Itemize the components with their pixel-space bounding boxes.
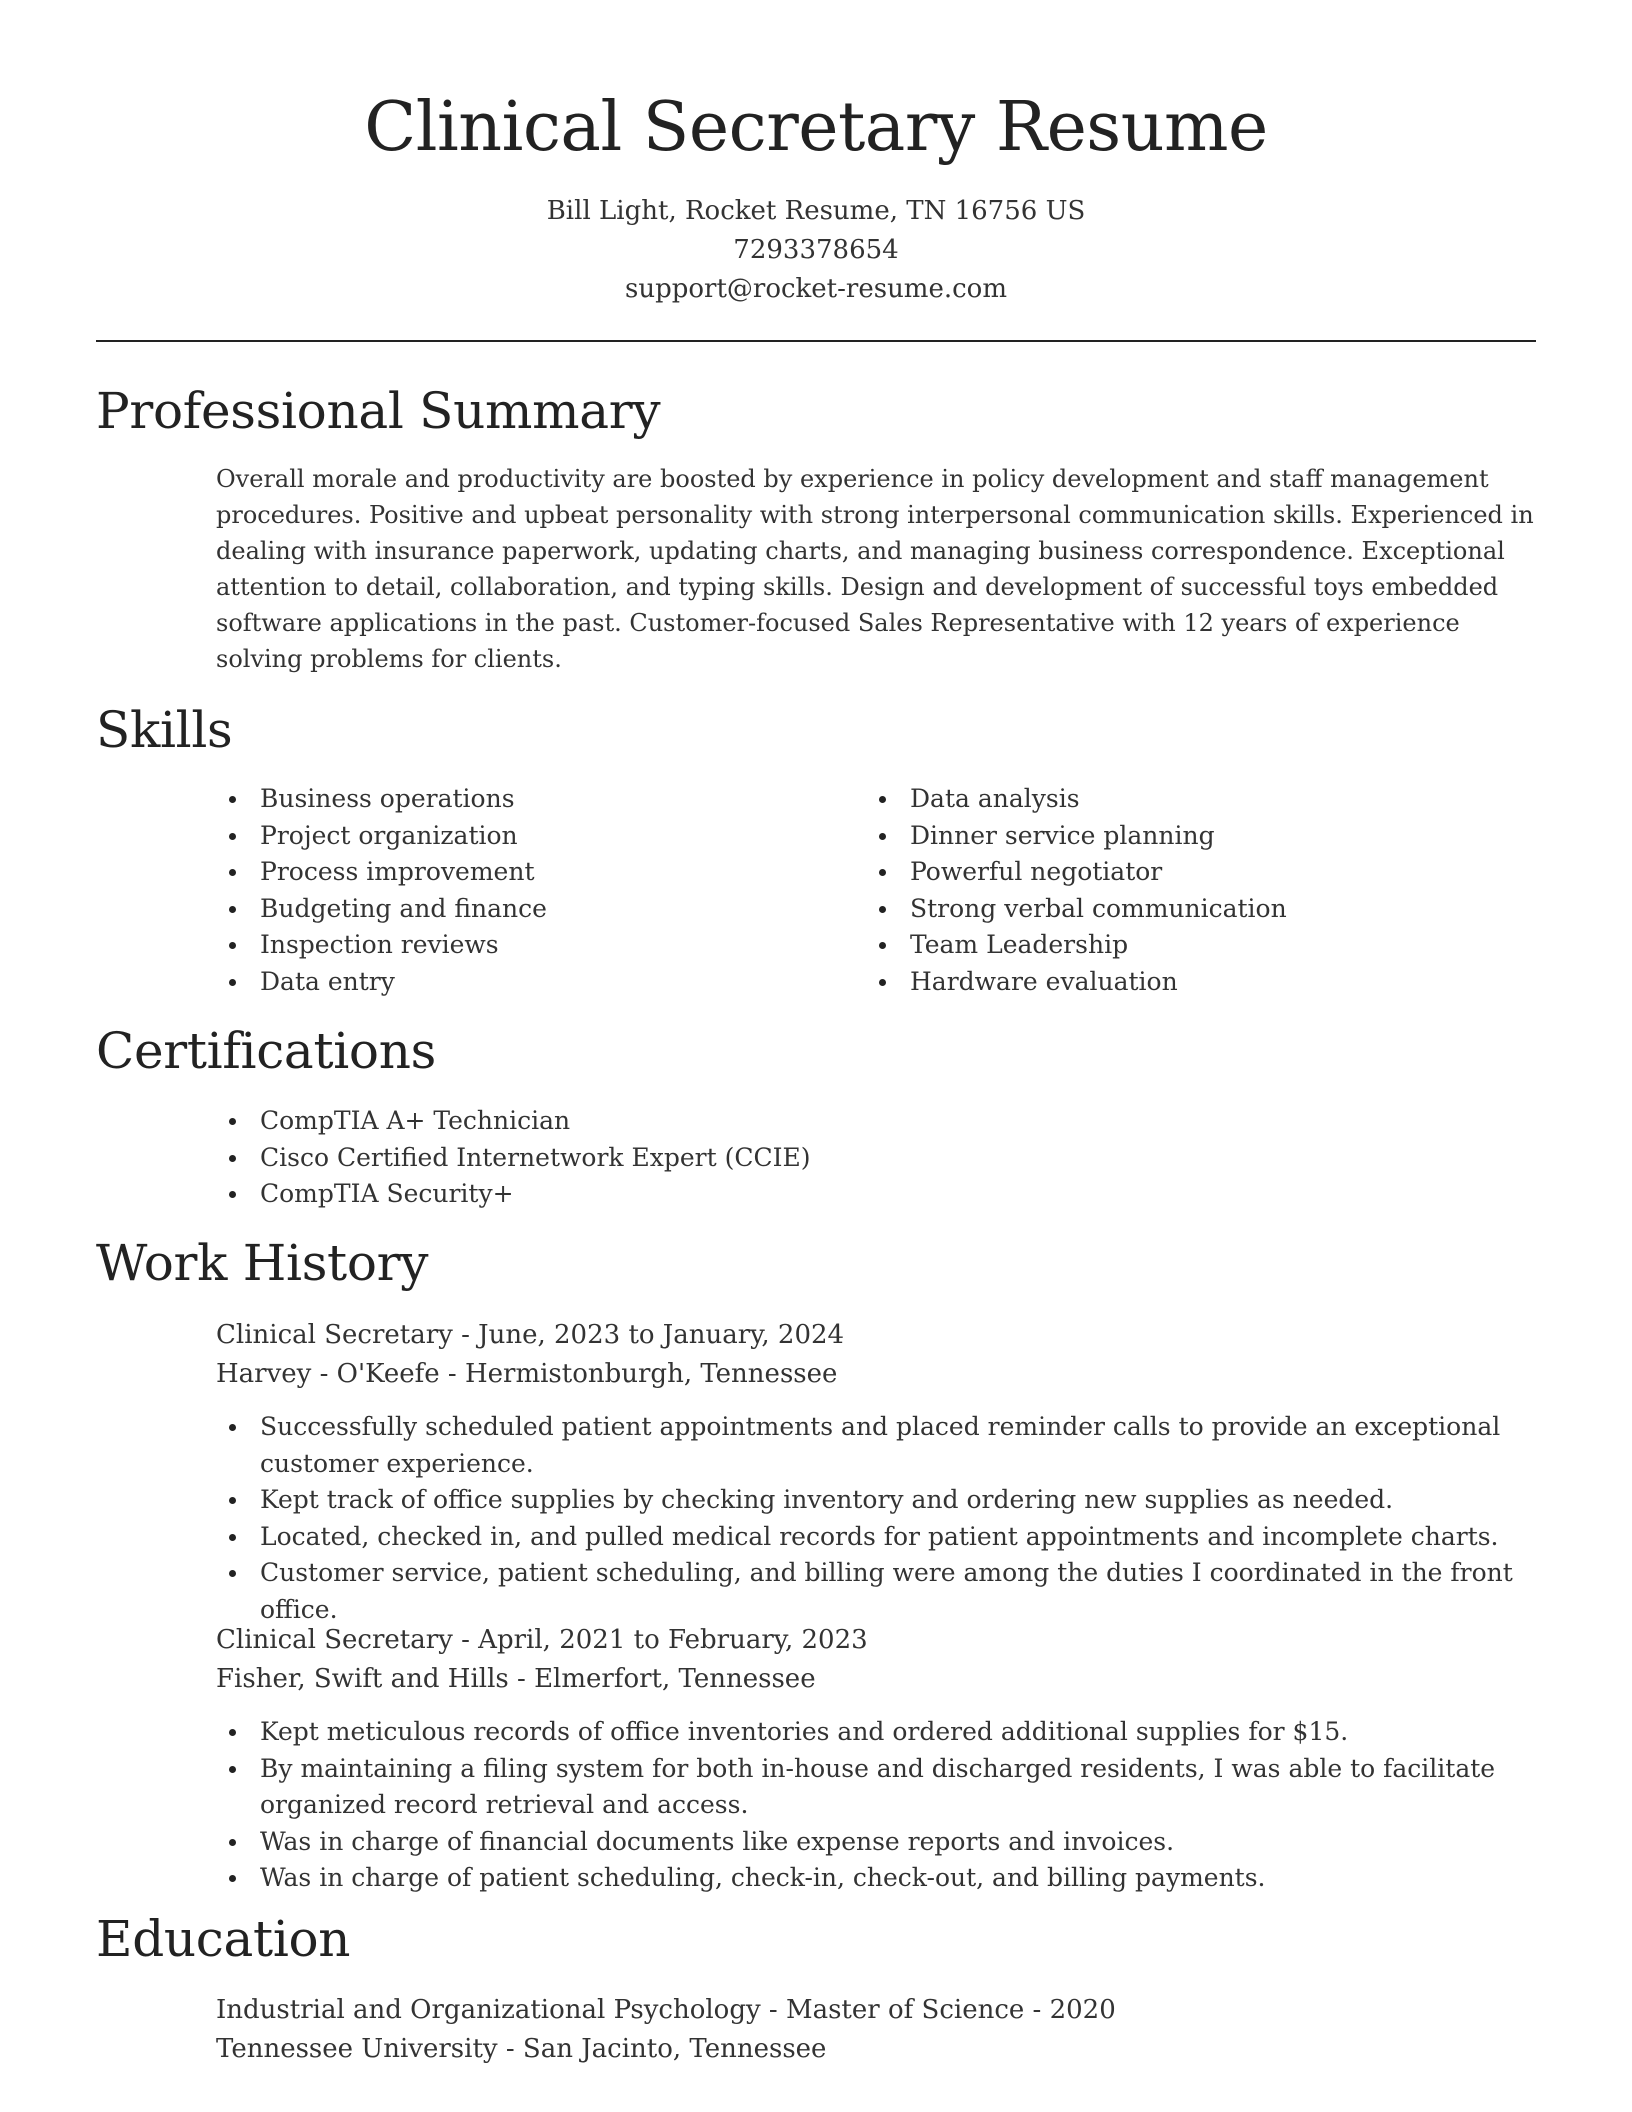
education-entry <box>216 1991 1116 2069</box>
list-item: Data entry <box>216 964 816 1001</box>
list-item: Budgeting and finance <box>216 891 816 928</box>
certifications-heading: Certifications <box>96 1022 436 1080</box>
skills-list-left <box>216 781 816 1000</box>
list-item: Team Leadership <box>866 927 1526 964</box>
job-2-bullets <box>216 1714 1544 1897</box>
list-item: By maintaining a filing system for both in-house and discharged residents, I was able to facilitate organized record retrieval and access. <box>216 1751 1544 1824</box>
summary-text: Overall morale and productivity are boosted by experience in policy development and staff management procedures. Positive and upbeat personality with strong interpersonal communication skills. Experienced in dealing with insurance paperwork, updating charts, and managing business correspondence. Exceptional attention to detail, collaboration, and typing skills. Design and development of successful toys embedded software applications in the past. Customer-focused Sales Representative with 12 years of experience solving problems for clients. <box>216 465 1534 673</box>
resume-header <box>96 84 1536 309</box>
list-item: Dinner service planning <box>866 818 1526 855</box>
list-item: Kept track of office supplies by checking inventory and ordering new supplies as needed. <box>216 1482 1544 1519</box>
job-company-line: Harvey - O'Keefe - Hermistonburgh, Tennessee <box>216 1359 838 1389</box>
contact-phone: 7293378654 <box>733 235 899 265</box>
contact-email: support@rocket-resume.com <box>624 274 1007 304</box>
job-title-line: Clinical Secretary - June, 2023 to January, 2024 <box>216 1320 845 1350</box>
list-item: Customer service, patient scheduling, and billing were among the duties I coordinated in the front office. <box>216 1555 1544 1628</box>
list-item: Located, checked in, and pulled medical records for patient appointments and incomplete charts. <box>216 1519 1544 1556</box>
certifications-list <box>216 1103 810 1213</box>
skills-heading: Skills <box>96 701 233 759</box>
header-divider <box>96 340 1536 342</box>
skills-list-right <box>866 781 1526 1000</box>
list-item: CompTIA Security+ <box>216 1176 810 1213</box>
list-item: Was in charge of patient scheduling, check-in, check-out, and billing payments. <box>216 1860 1544 1897</box>
page-title: Clinical Secretary Resume <box>364 88 1268 167</box>
job-1-header <box>216 1316 844 1394</box>
job-2-header <box>216 1621 868 1699</box>
list-item: Successfully scheduled patient appointments and placed reminder calls to provide an exceptional customer experience. <box>216 1409 1544 1482</box>
list-item: CompTIA A+ Technician <box>216 1103 810 1140</box>
summary-heading: Professional Summary <box>96 382 661 440</box>
list-item: Strong verbal communication <box>866 891 1526 928</box>
list-item: Inspection reviews <box>216 927 816 964</box>
list-item: Powerful negotiator <box>866 854 1526 891</box>
job-1-bullets <box>216 1409 1544 1628</box>
job-title-line: Clinical Secretary - April, 2021 to February, 2023 <box>216 1625 868 1655</box>
list-item: Project organization <box>216 818 816 855</box>
job-company-line: Fisher, Swift and Hills - Elmerfort, Tennessee <box>216 1664 816 1694</box>
list-item: Kept meticulous records of office inventories and ordered additional supplies for $15. <box>216 1714 1544 1751</box>
work-history-heading: Work History <box>96 1234 429 1292</box>
list-item: Data analysis <box>866 781 1526 818</box>
education-heading: Education <box>96 1910 351 1968</box>
list-item: Business operations <box>216 781 816 818</box>
list-item: Cisco Certified Internetwork Expert (CCIE) <box>216 1140 810 1177</box>
list-item: Hardware evaluation <box>866 964 1526 1001</box>
list-item: Was in charge of financial documents like expense reports and invoices. <box>216 1824 1544 1861</box>
contact-info <box>96 192 1536 309</box>
list-item: Process improvement <box>216 854 816 891</box>
education-school-line: Tennessee University - San Jacinto, Tennessee <box>216 2034 827 2064</box>
education-degree-line: Industrial and Organizational Psychology - Master of Science - 2020 <box>216 1995 1116 2025</box>
contact-address: Bill Light, Rocket Resume, TN 16756 US <box>546 196 1086 226</box>
